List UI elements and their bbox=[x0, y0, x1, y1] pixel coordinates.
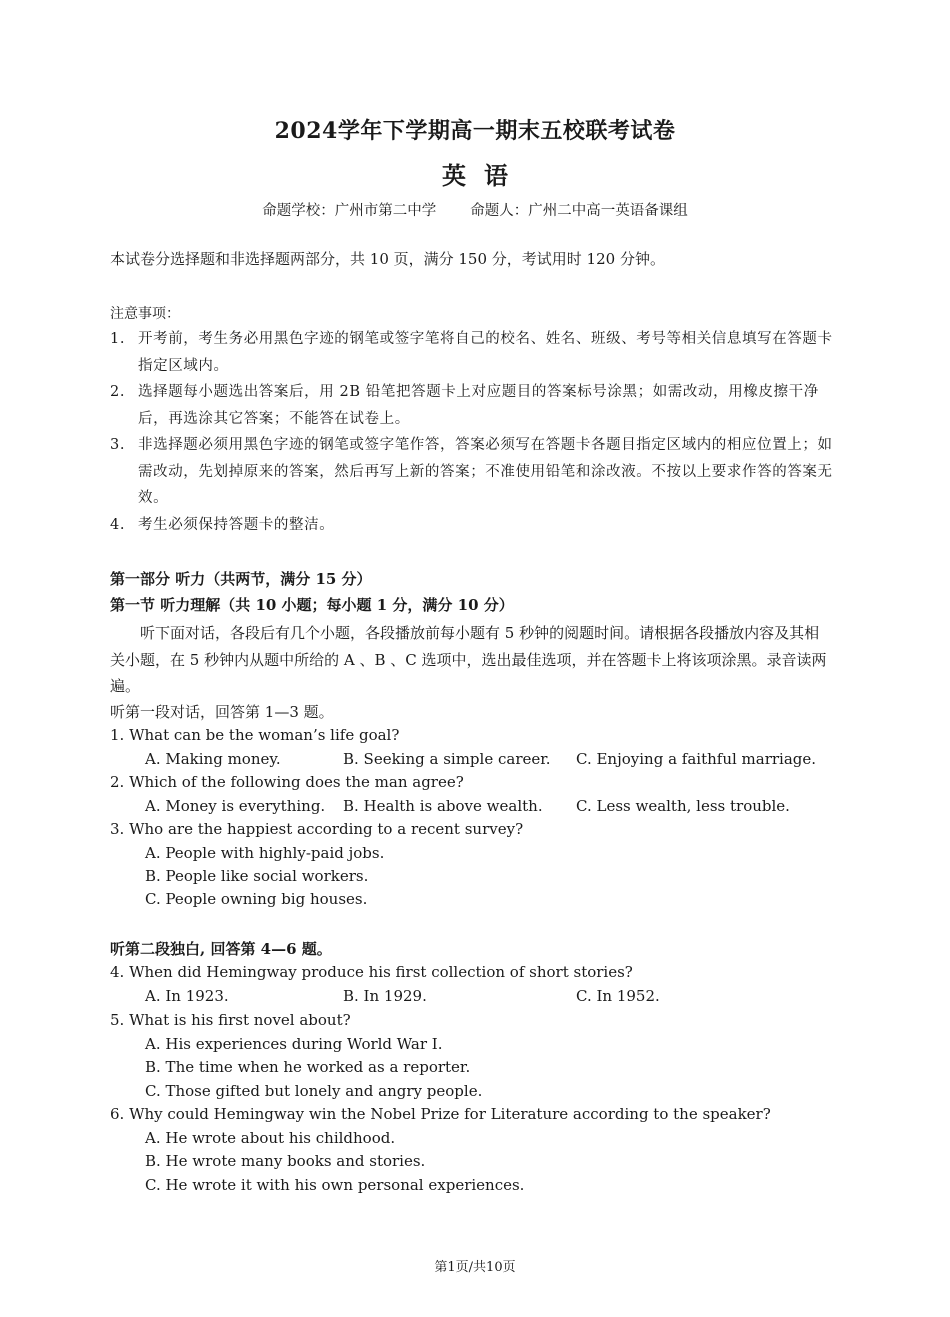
option-b: B. Health is above wealth. bbox=[343, 797, 543, 815]
part1-heading: 第一部分 听力（共两节，满分 15 分） bbox=[110, 570, 372, 588]
exam-title: 2024学年下学期高一期末五校联考试卷 bbox=[274, 118, 676, 144]
notes-heading: 注意事项： bbox=[110, 306, 180, 322]
note-number: 1. bbox=[110, 331, 126, 347]
option-a: A. In 1923. bbox=[145, 987, 229, 1005]
note-item bbox=[110, 512, 840, 539]
option-c: C. In 1952. bbox=[576, 987, 660, 1005]
option-b: B. He wrote many books and stories. bbox=[145, 1152, 426, 1170]
note-number: 2. bbox=[110, 384, 126, 400]
option-b: B. In 1929. bbox=[343, 987, 427, 1005]
section1-heading: 第一节 听力理解（共 10 小题；每小题 1 分，满分 10 分） bbox=[110, 596, 514, 614]
option-c: C. People owning big houses. bbox=[145, 890, 368, 908]
school-label: 命题学校：广州市第二中学 bbox=[262, 203, 437, 219]
option-a: A. Money is everything. bbox=[145, 797, 326, 815]
option-c: C. Those gifted but lonely and angry people. bbox=[145, 1082, 483, 1100]
byline bbox=[0, 199, 950, 220]
option-b: B. The time when he worked as a reporter. bbox=[145, 1058, 471, 1076]
notes-list bbox=[110, 326, 840, 538]
option-a: A. Making money. bbox=[145, 750, 281, 768]
note-text: 非选择题必须用黑色字迹的钢笔或签字笔作答，答案必须写在答题卡各题目指定区域内的相应位置上；如需改动，先划掉原来的答案，然后再写上新的答案；不准使用铅笔和涂改液。不按以上要求作答的答案无效。 bbox=[138, 437, 833, 506]
subject-title: 英语 bbox=[442, 161, 526, 190]
exam-intro: 本试卷分选择题和非选择题两部分，共 10 页，满分 150 分，考试用时 120 分钟。 bbox=[110, 250, 665, 268]
option-c: C. Less wealth, less trouble. bbox=[576, 797, 790, 815]
question-stem: 1. What can be the woman’s life goal? bbox=[110, 726, 400, 744]
question-stem: 3. Who are the happiest according to a recent survey? bbox=[110, 820, 524, 838]
option-a: A. His experiences during World War I. bbox=[145, 1035, 443, 1053]
question-stem: 6. Why could Hemingway win the Nobel Prize for Literature according to the speaker? bbox=[110, 1105, 771, 1123]
question-stem: 2. Which of the following does the man agree? bbox=[110, 773, 464, 791]
note-number: 3. bbox=[110, 437, 126, 453]
note-item bbox=[110, 326, 840, 379]
page-footer: 第1页/共10页 bbox=[434, 1260, 516, 1275]
question-stem: 5. What is his first novel about? bbox=[110, 1011, 351, 1029]
note-number: 4. bbox=[110, 516, 126, 533]
note-text: 开考前，考生务必用黑色字迹的钢笔或签字笔将自己的校名、姓名、班级、考号等相关信息填写在答题卡指定区域内。 bbox=[138, 331, 833, 374]
option-c: C. He wrote it with his own personal experiences. bbox=[145, 1176, 525, 1194]
option-b: B. People like social workers. bbox=[145, 867, 369, 885]
note-item bbox=[110, 379, 840, 432]
dialog2-intro: 听第二段独白, 回答第 4—6 题。 bbox=[110, 940, 332, 958]
option-c: C. Enjoying a faithful marriage. bbox=[576, 750, 817, 768]
dialog1-intro: 听第一段对话，回答第 1—3 题。 bbox=[110, 703, 334, 721]
listening-directions: 听下面对话，各段后有几个小题，各段播放前每小题有 5 秒钟的阅题时间。请根据各段播放内容及其相关小题，在 5 秒钟内从题中所给的 A 、B 、C 选项中，选出最佳选项，并在答题卡上将该项涂黑。录音读两遍。 bbox=[110, 624, 827, 695]
option-a: A. He wrote about his childhood. bbox=[145, 1129, 396, 1147]
note-text: 选择题每小题选出答案后，用 2B 铅笔把答题卡上对应题目的答案标号涂黑；如需改动，用橡皮擦干净后，再选涂其它答案；不能答在试卷上。 bbox=[138, 384, 819, 427]
author-label: 命题人：广州二中高一英语备课组 bbox=[470, 203, 688, 219]
note-text: 考生必须保持答题卡的整洁。 bbox=[138, 516, 335, 533]
option-a: A. People with highly-paid jobs. bbox=[145, 844, 385, 862]
note-item bbox=[110, 432, 840, 512]
option-b: B. Seeking a simple career. bbox=[343, 750, 551, 768]
question-stem: 4. When did Hemingway produce his first collection of short stories? bbox=[110, 963, 633, 981]
